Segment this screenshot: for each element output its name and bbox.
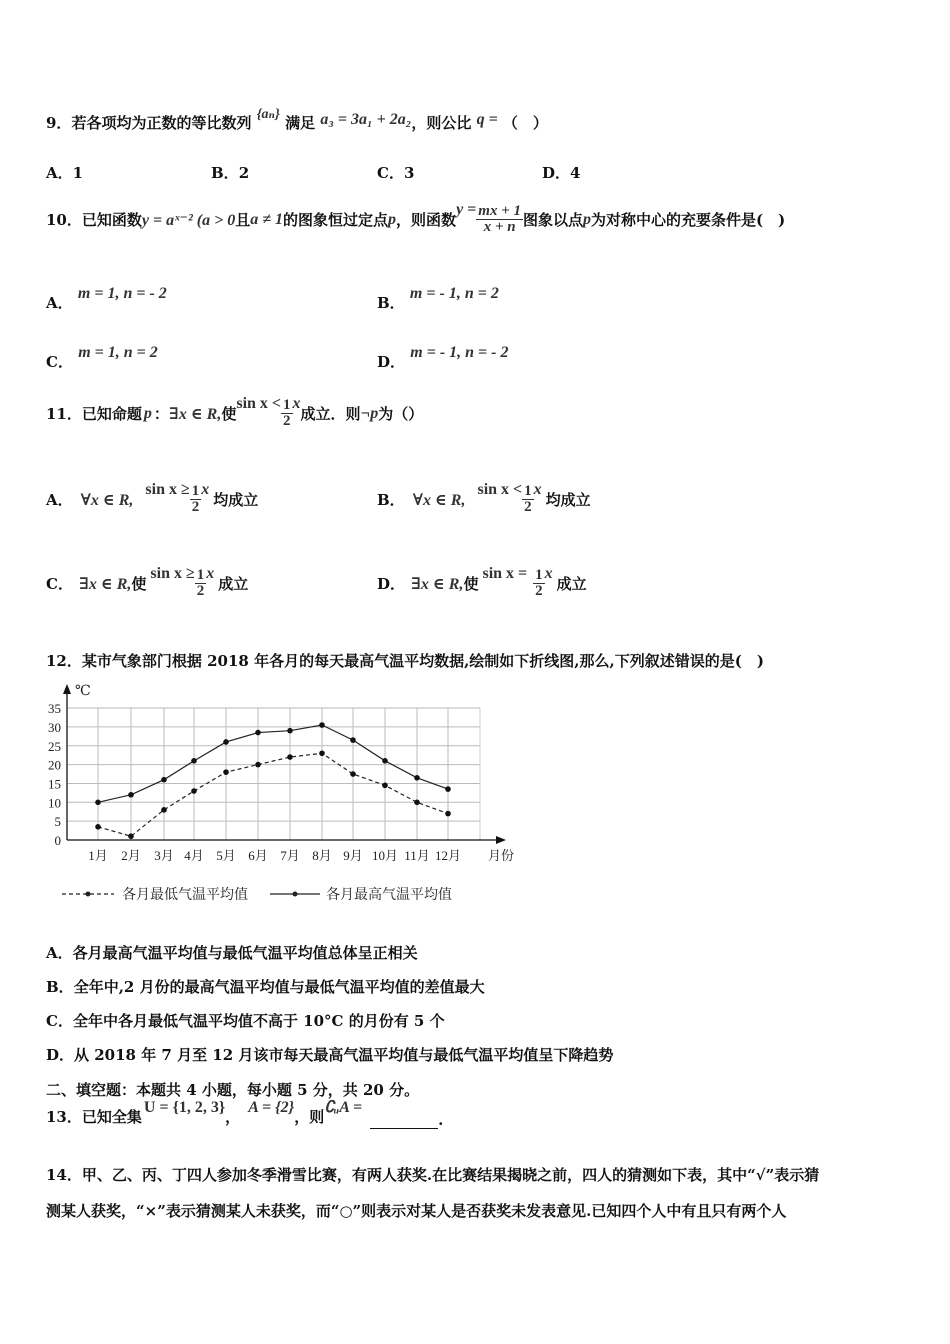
q9-option-d[interactable]: D．4 [542,164,581,182]
svg-text:7月: 7月 [280,848,300,863]
q13-set-a: A = {2} [248,1099,295,1116]
q10-option-d[interactable]: D． m = - 1, n = - 2 [377,344,509,371]
chart-legend [62,884,452,904]
q9-option-b[interactable]: B．2 [211,164,250,182]
svg-text:0: 0 [54,833,61,848]
svg-text:1月: 1月 [88,848,108,863]
q12-option-a[interactable]: A．各月最高气温平均值与最低气温平均值总体呈正相关 [46,944,418,962]
q13-answer-blank[interactable] [370,1114,438,1129]
q9-answer-paren: （ ） [502,114,548,132]
legend-label-min: 各月最低气温平均值 [122,887,248,903]
question-14-line-2: 测某人获奖，“×”表示猜测某人未获奖，而“○”则表示对某人是否获奖未发表意见.已知四个人中有且只有两个人 [46,1202,787,1220]
x-axis-label: 月份 [488,848,515,863]
section-title-fill-in: 二、填空题：本题共 4 小题，每小题 5 分，共 20 分。 [46,1081,420,1099]
svg-text:5月: 5月 [216,848,236,863]
svg-text:30: 30 [48,719,61,735]
q11-option-c[interactable]: C． ∃x ∈ R, 使 sin x ≥ $\frac{1}{2}$ x 成立 [46,564,249,599]
q10-point: p [388,210,397,228]
q9-formula: a₃ = 3a₁ + 2a₂ [320,111,412,128]
q10-function-2-lhs: y = [456,200,477,218]
svg-text:4月: 4月 [184,848,204,863]
question-13: 13． 已知全集 U = {1, 2, 3} ， A = {2} ，则 ∁ᵤA = . [46,1099,444,1129]
q12-option-b[interactable]: B．全年中,2 月份的最高气温平均值与最低气温平均值的差值最大 [46,978,485,996]
svg-text:20: 20 [48,757,61,773]
q10-option-a[interactable]: A． m = 1, n = - 2 [46,285,167,312]
q13-complement: ∁ᵤA = [324,1099,363,1116]
svg-text:6月: 6月 [248,848,268,863]
svg-text:9月: 9月 [343,848,363,863]
q10-condition: a ≠ 1 [250,210,284,228]
question-10: 10． 已知函数 y = aˣ⁻² (a > 0 且 a ≠ 1 的图象恒过定点 p ，则函数 y = $\frac{mx + 1}{x + n}$ 图象以点 p 为对称中心的充要条件是( ) [46,200,786,235]
svg-text:5: 5 [54,814,61,830]
y-axis-label: ℃ [75,684,91,700]
q11-option-d[interactable]: D． ∃x ∈ R, 使 sin x = $\frac{1}{2}$ x 成立 [377,564,587,599]
q10-number: 10． [46,211,82,229]
question-11: 11． 已知命题 p ： ∃x ∈ R, 使 sin x < $\frac{1}{2}$ x 成立．则 ¬p 为（） [46,394,424,429]
q9-option-a[interactable]: A．1 [46,164,84,182]
q12-number: 12． [46,652,82,670]
q11-option-b[interactable]: B． ∀x ∈ R, sin x < $\frac{1}{2}$ x 均成立 [377,480,591,515]
q10-function-2-fraction: $\frac{mx + 1}{x + n}$ [478,203,521,235]
q10-function-1: y = aˣ⁻² (a > 0 [141,211,236,229]
q12-option-c[interactable]: C．全年中各月最低气温平均值不高于 10°C 的月份有 5 个 [46,1012,445,1030]
q9-q-expr: q = [476,111,498,128]
svg-text:35: 35 [48,701,61,717]
q9-stem: 若各项均为正数的等比数列 [71,114,252,132]
question-14-line-1: 14．甲、乙、丙、丁四人参加冬季滑雪比赛，有两人获奖.在比赛结果揭晓之前，四人的猜测如下表，其中“√”表示猜 [46,1166,820,1184]
svg-text:25: 25 [48,738,61,754]
q9-option-c[interactable]: C．3 [377,164,415,182]
dashed-line-legend-icon [62,889,114,899]
svg-text:15: 15 [48,776,61,792]
q13-universal-set: U = {1, 2, 3} [143,1099,226,1116]
svg-text:2月: 2月 [121,848,141,863]
q13-number: 13． [46,1108,82,1126]
legend-label-max: 各月最高气温平均值 [326,887,452,903]
svg-text:12月: 12月 [434,848,462,863]
svg-text:10月: 10月 [371,848,399,863]
q11-number: 11． [46,405,82,423]
x-axis-arrow-icon [496,836,506,844]
y-axis-arrow-icon [63,684,71,694]
q9-sequence: {aₙ} [256,107,280,122]
svg-text:11月: 11月 [404,848,430,863]
q10-option-b[interactable]: B． m = - 1, n = 2 [377,285,499,312]
q12-stem: 某市气象部门根据 2018 年各月的每天最高气温平均数据,绘制如下折线图,那么,下列叙述错误的是( ) [81,652,764,670]
q9-stem-3: ，则公比 [411,114,472,132]
q9-number: 9． [46,114,72,132]
svg-text:3月: 3月 [154,848,174,863]
solid-line-legend-icon [270,889,320,899]
q11-option-a[interactable]: A． ∀x ∈ R, sin x ≥ $\frac{1}{2}$ x 均成立 [46,480,259,515]
q10-option-c[interactable]: C． m = 1, n = 2 [46,344,158,371]
q9-stem-2: 满足 [285,114,316,132]
svg-text:10: 10 [48,795,61,811]
q12-option-d[interactable]: D．从 2018 年 7 月至 12 月该市每天最高气温平均值与最低气温平均值呈下降趋势 [46,1046,614,1064]
svg-text:8月: 8月 [312,848,332,863]
